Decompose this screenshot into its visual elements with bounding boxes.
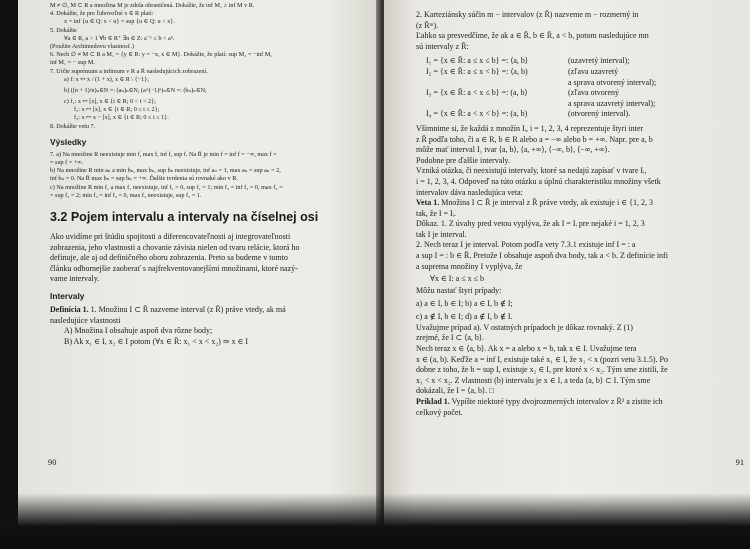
right-page	[384, 0, 750, 549]
text-line: b) ((n + 1)/n)ₙ∈N =: (aₙ)ₙ∈N, (a^(−1)ⁿ)ₙ∈N =: (bₙ)ₙ∈N;	[64, 87, 207, 95]
interval-formula: I₂ = {x ∈ R̄: a ≤ x < b} =: ⟨a, b)	[426, 66, 528, 76]
text-line: c) a ∉ I, b ∈ I; d) a ∉ I, b ∉ I.	[416, 311, 513, 321]
text-line: c) f₁: x ↦ [x], x ∈ {t ∈ R; 0 < t < 2};	[64, 98, 156, 106]
example-block	[416, 397, 744, 418]
text-line: Množina I ⊂ R̄ je interval z R̄ práve vtedy, ak existuje i ∈ {1, 2, 3	[441, 198, 653, 208]
text-line: c) Na množine R min f₁ a max f₁ neexistuje, inf f₁ = 0, sup f₁ = 1; min f₂ = inf f₂ = 0, max f₂ =	[50, 183, 283, 191]
proof-block	[416, 219, 744, 397]
text-line: b) Na množine R min aₙ a min bₙ, max bₙ, sup bₙ neexistuje, inf aₙ = 1, max aₙ = sup aₙ = 2,	[50, 167, 281, 175]
text-line: sú intervaly z R̄:	[416, 41, 469, 51]
text-line: f₃: x ↦ x − [x], x ∈ {t ∈ R; 0 ≤ t ≤ 1}.	[74, 114, 169, 122]
text-line: ∀a ∈ R, a > 1 ∀b ∈ R⁺ ∃n ∈ Z: a⁻¹ ≤ b < aⁿ.	[64, 34, 175, 42]
text-line: zobrazenia, jeho vlastnosti a chovanie závisia nielen od tvaru relácie, ktorá ho	[50, 242, 300, 252]
text-line: Vypíšte niektoré typy dvojrozmerných intervalov z R̄² a zistite ich	[451, 397, 663, 406]
page-number: 90	[48, 458, 57, 467]
theorem-label: Veta 1.	[416, 198, 440, 208]
interval-type: a sprava otvorený interval);	[568, 77, 657, 87]
example-label: Príklad 1.	[416, 397, 450, 406]
text-line: a) f: x ↦ x / (1 + x), x ∈ R \ {−1};	[64, 75, 149, 83]
text-line: B) Ak x₁ ∈ I, x₂ ∈ I potom (∀x ∈ R̄: x₁ < x < x₂) ⇒ x ∈ I	[64, 336, 249, 346]
text-line: dokázali, že I = ⟨a, b⟩. □	[416, 386, 494, 396]
text-line: dobne z toho, že b = sup I, existuje x₂ ∈ I, pre ktoré x < x₂. Tým sme zistili, že	[416, 365, 668, 375]
text-line: Všimnime si, že každá z množín Iᵢ, i = 1, 2, 3, 4 reprezentuje štyri inter	[416, 123, 644, 133]
intervals-heading: Intervaly	[50, 291, 85, 302]
section-heading: 3.2 Pojem intervalu a intervaly na číselnej osi	[50, 210, 319, 225]
text-line: = sup f₂ = 2; min f₃ = inf f₃ = 0, max f₃ neexistuje, sup f₃ = 1.	[50, 191, 202, 199]
theorem-block	[416, 198, 744, 219]
text-line: a suprema množiny I vyplýva, že	[416, 261, 523, 271]
text-line: 5. Dokážte	[50, 26, 77, 34]
text-line: intervalov dáva nasledujúca veta:	[416, 187, 523, 197]
text-line: celkový počet.	[416, 407, 463, 417]
text-line: a) a ∈ I, b ∈ I; b) a ∈ I, b ∉ I;	[416, 298, 513, 308]
text-line: Ľahko sa presvedčíme, že ak a ∈ R̄, b ∈ R̄, a < b, potom nasledujúce mn	[416, 31, 649, 41]
text-line: Nech teraz x ∈ ⟨a, b⟩. Ak x = a alebo x = b, tak x ∈ I. Uvažujme tera	[416, 344, 637, 354]
text-line: M ≠ ∅, M ⊂ R a množina M je zdola ohraničená. Dokážte, že inf M₁ ≥ inf M v R.	[50, 2, 255, 9]
text-line: = sup f = +∞.	[50, 159, 84, 167]
text-line: x = inf {u ∈ Q: x < u} = sup {u ∈ Q: u < x}.	[64, 18, 175, 26]
text-line: článku odbornejšie zaoberať s najfrekventovanejšími množinami, ktoré nazý-	[50, 263, 298, 273]
text-line: f₂: x ↦ [x], x ∈ {t ∈ R; 0 ≤ t ≤ 2};	[74, 106, 160, 114]
text-line: x ∈ (a, b). Keďže a = inf I, existuje také x₁ ∈ I, že x₁ < x (pozri vetu 3.1.5). Po	[416, 354, 668, 364]
interval-formula: I₁ = {x ∈ R̄: a ≤ x ≤ b} =: ⟨a, b⟩	[426, 56, 528, 66]
text-line: tak, že I = Iᵢ.	[416, 208, 457, 218]
text-line: Môžu nastať štyri prípady:	[416, 286, 502, 296]
text-line: tak I je interval.	[416, 229, 467, 239]
page-number: 91	[735, 458, 744, 467]
interval-formula	[426, 78, 554, 89]
text-line: vame intervaly.	[50, 274, 100, 284]
text-line: inf M₁ = − sup M.	[50, 59, 95, 67]
interval-type: (otvorený interval).	[568, 109, 631, 119]
text-line: z R̄ podľa toho, či a ∈ R, b ∈ R alebo a = −∞ alebo b = +∞. Napr. pre a, b	[416, 134, 653, 144]
interval-type: (zľava otvorený	[568, 88, 620, 98]
text-line: a sup I = : b ∈ R̄. Pretože I obsahuje aspoň dva body, tak a < b. Z definície infi	[416, 251, 668, 261]
text-line: Vzniká otázka, či neexistujú intervaly, ktoré sa nedajú zapísať v tvare Iᵢ,	[416, 166, 647, 176]
exercise-block	[50, 2, 362, 131]
definition-label: Definícia 1.	[50, 305, 89, 315]
text-line: 8. Dokážte vetu 7.	[50, 122, 96, 130]
text-line: 7. Určte suprémum a infimum v R a R̄ nasledujúcich zobrazení.	[50, 67, 208, 75]
text-line: i = 1, 2, 3, 4. Odpoveď na túto otázku a úplnú charakteristiku množiny všetk	[416, 176, 661, 186]
left-page	[18, 0, 380, 549]
definition-block	[50, 305, 362, 347]
text-line: Podobne pre ďalšie intervaly.	[416, 155, 510, 165]
text-line: 4. Dokážte, že pre ľubovoľné x ∈ R platí:	[50, 10, 154, 18]
text-line: 7. a) Na množine R neexistuje min f, max f, inf f, sup f. Na R̄ je min f = inf f = −∞, max f =	[50, 150, 277, 158]
text-line: 2. Karteziánsky súčin m − intervalov (z R̄) nazveme m − rozmerný in	[416, 10, 639, 19]
text-line: definuje, ale aj od definičného oboru zobrazenia. Preto sa budeme v tomto	[50, 253, 288, 263]
interval-type: (uzavretý interval);	[568, 56, 630, 66]
interval-type: (zľava uzavretý	[568, 66, 619, 76]
text-line: Dôkaz. 1. Z úvahy pred vetou vyplýva, že ak I = Iᵢ pre nejaké i = 1, 2, 3	[416, 219, 645, 229]
text-line: 6. Nech ∅ ≠ M ⊂ R a M₁ = {y ∈ R: y = −x, x ∈ M}. Dokážte, že platí: sup M₁ = −inf M,	[50, 51, 272, 59]
results-heading: Výsledky	[50, 136, 87, 147]
interval-formula: I₄ = {x ∈ R̄: a < x < b} =: (a, b)	[426, 109, 528, 119]
results-block	[50, 151, 362, 200]
text-line: A) Množina I obsahuje aspoň dva rôzne body;	[64, 326, 213, 336]
table-shadow	[0, 493, 750, 549]
interval-type: a sprava uzavretý interval);	[568, 98, 656, 108]
intro-block	[416, 10, 744, 52]
interval-formula: I₃ = {x ∈ R̄: a < x ≤ b} =: (a, b⟩	[426, 88, 528, 98]
text-line: môže mať interval I₁ tvar ⟨a, b⟩, ⟨a, +∞⟩, ⟨−∞, b⟩, ⟨−∞, +∞⟩.	[416, 145, 610, 155]
text-line: zrejmé, že I ⊂ ⟨a, b⟩.	[416, 333, 485, 343]
section-intro	[50, 232, 362, 285]
text-line: Ako uvidíme pri štúdiu spojitosti a diferencovateľnosti aj integrovateľnosti	[50, 232, 291, 242]
text-line: nasledujúce vlastnosti	[50, 315, 121, 325]
text-line: 1. Množinu I ⊂ R̄ nazveme interval (z R̄) práve vtedy, ak má	[90, 305, 286, 315]
text-line: (Použite Archimedovu vlastnosť.)	[50, 43, 134, 51]
text-line: 2. Nech teraz I je interval. Potom podľa vety 7.3.1 existuje inf I = : a	[416, 240, 636, 250]
text-line: inf bₙ = 0. Na R̄ max bₙ = sup bₙ = +∞. Ďalšie tvrdenia sú rovnaké ako v R.	[50, 175, 238, 183]
text-line: Uvažujme prípad a). V ostatných prípadoch je dôkaz rovnaký. Z (1)	[416, 322, 633, 332]
text-line: x₁ < x < x₂. Z vlastnosti (b) intervalu je x ∈ I, a teda ⟨a, b⟩ ⊂ I. Tým sme	[416, 375, 651, 385]
interval-definitions	[416, 56, 744, 120]
body-block	[416, 124, 744, 198]
interval-formula	[426, 99, 554, 110]
text-line: ∀x ∈ I: a ≤ x ≤ b	[430, 274, 484, 284]
text-line: (z R̄ᵐ).	[416, 20, 439, 30]
